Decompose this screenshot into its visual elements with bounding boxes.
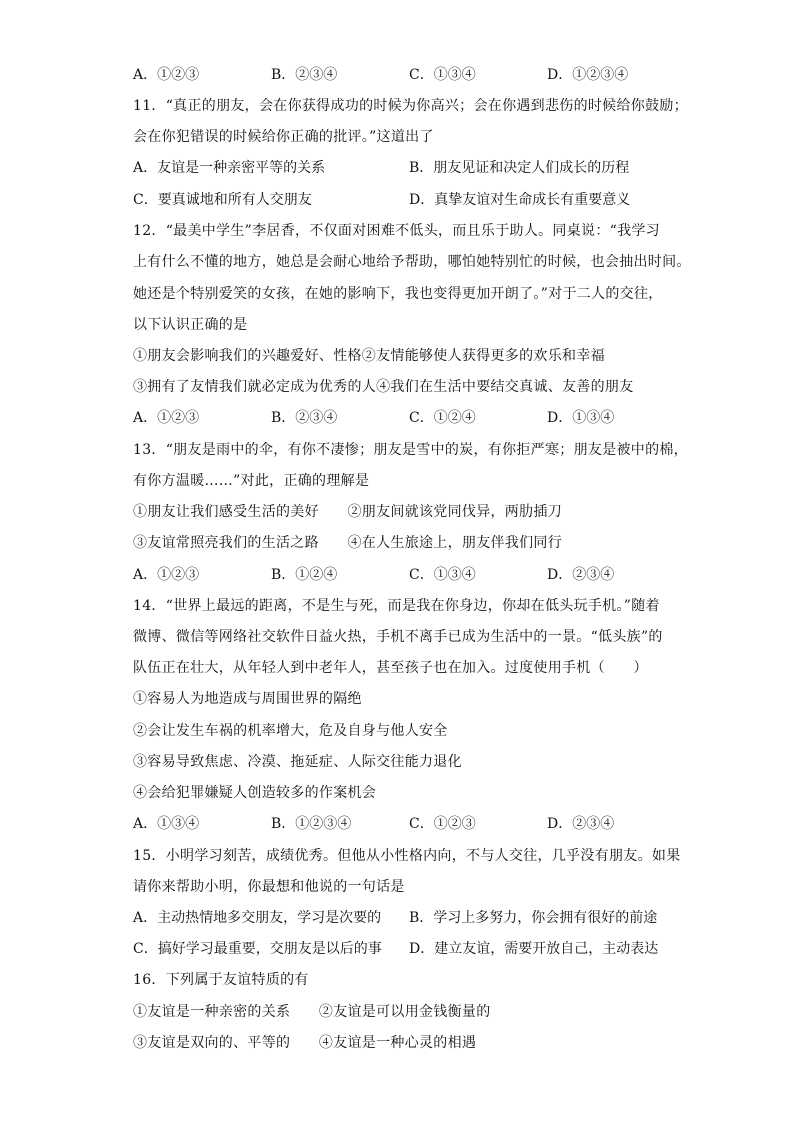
- q15-options-row: [133, 908, 693, 928]
- q14-options: [133, 814, 693, 834]
- q13-statement-line: ③友谊常照亮我们的生活之路 ④在人生旅途上，朋友伴我们同行: [133, 535, 562, 551]
- option-d: D．①②③④: [547, 67, 629, 83]
- option-c: C．搞好学习最重要，交朋友是以后的事: [133, 941, 382, 957]
- q14-statement-line: ①容易人为地造成与周围世界的隔绝: [133, 691, 362, 707]
- option-c: C．①②④: [409, 410, 476, 426]
- option-b: B．①②④: [271, 567, 338, 583]
- option-d: D．①③④: [547, 410, 615, 426]
- option-a: A．①②③: [133, 410, 200, 426]
- q14-statement-line: ④会给犯罪嫌疑人创造较多的作案机会: [133, 785, 377, 801]
- option-a: A．友谊是一种亲密平等的关系: [133, 160, 326, 176]
- q12-options: [133, 408, 693, 428]
- q16-statement-line: ③友谊是双向的、平等的 ④友谊是一种心灵的相遇: [133, 1035, 477, 1051]
- q12-statement-line: ①朋友会影响我们的兴趣爱好、性格②友情能够使人获得更多的欢乐和幸福: [133, 348, 605, 364]
- q15-options-row: [133, 939, 693, 959]
- option-b: B．②③④: [271, 410, 338, 426]
- q12-stem-line: 她还是个特别爱笑的女孩，在她的影响下，我也变得更加开朗了。”对于二人的交往，: [133, 286, 663, 302]
- q13-stem-line: 有你方温暖……”对此，正确的理解是: [133, 473, 370, 489]
- q12-stem-line: 以下认识正确的是: [133, 317, 248, 333]
- q14-statement-line: ②会让发生车祸的机率增大，危及自身与他人安全: [133, 723, 448, 739]
- option-a: A．①②③: [133, 567, 200, 583]
- q11-options-row: [133, 158, 693, 178]
- q15-stem-line: 15．小明学习刻苦，成绩优秀。但他从小性格内向，不与人交往，几乎没有朋友。如果: [133, 848, 681, 864]
- option-a: A．①②③: [133, 67, 200, 83]
- option-c: C．要真诚地和所有人交朋友: [133, 192, 312, 208]
- q11-stem-line: 会在你犯错误的时候给你正确的批评。”这道出了: [133, 129, 434, 145]
- option-a: A．①③④: [133, 816, 200, 832]
- option-d: D．②③④: [547, 567, 615, 583]
- option-b: B．②③④: [271, 67, 338, 83]
- q12-stem-line: 上有什么不懂的地方，她总是会耐心地给予帮助，哪怕她特别忙的时候，也会抽出时间。: [133, 254, 691, 270]
- q11-options-row: [133, 190, 693, 210]
- q12-stem-line: 12．“最美中学生”李居香，不仅面对困难不低头，而且乐于助人。同桌说：“我学习: [133, 223, 660, 239]
- q14-stem-line: 14．“世界上最远的距离，不是生与死，而是我在你身边，你却在低头玩手机。”随着: [133, 598, 660, 614]
- q16-stem-line: 16．下列属于友谊特质的有: [133, 972, 309, 988]
- option-b: B．学习上多努力，你会拥有很好的前途: [409, 910, 658, 926]
- q14-stem-line: 微博、微信等网络社交软件日益火热，手机不离手已成为生活中的一景。“低头族”的: [133, 629, 663, 645]
- q16-statement-line: ①友谊是一种亲密的关系 ②友谊是可以用金钱衡量的: [133, 1004, 491, 1020]
- option-d: D．真挚友谊对生命成长有重要意义: [409, 192, 631, 208]
- q14-stem-line: 队伍正在壮大，从年轻人到中老年人，甚至孩子也在加入。过度使用手机（ ）: [133, 660, 648, 676]
- option-c: C．①③④: [409, 567, 476, 583]
- q10-options: [133, 65, 693, 85]
- option-b: B．朋友见证和决定人们成长的历程: [409, 160, 630, 176]
- q13-options: [133, 565, 693, 585]
- q13-stem-line: 13．“朋友是雨中的伞，有你不凄惨；朋友是雪中的炭，有你拒严寒；朋友是被中的棉，: [133, 442, 688, 458]
- option-d: D．建立友谊，需要开放自己，主动表达: [409, 941, 659, 957]
- option-b: B．①②③④: [271, 816, 352, 832]
- q14-statement-line: ③容易导致焦虑、冷漠、拖延症、人际交往能力退化: [133, 754, 462, 770]
- q11-stem-line: 11．“真正的朋友，会在你获得成功的时候为你高兴；会在你遇到悲伤的时候给你鼓励；: [133, 98, 688, 114]
- option-c: C．①③④: [409, 67, 476, 83]
- q15-stem-line: 请你来帮助小明，你最想和他说的一句话是: [133, 879, 405, 895]
- option-c: C．①②③: [409, 816, 476, 832]
- option-a: A．主动热情地多交朋友，学习是次要的: [133, 910, 382, 926]
- option-d: D．②③④: [547, 816, 615, 832]
- q13-statement-line: ①朋友让我们感受生活的美好 ②朋友间就该党同伐异，两肋插刀: [133, 504, 562, 520]
- q12-statement-line: ③拥有了友情我们就必定成为优秀的人④我们在生活中要结交真诚、友善的朋友: [133, 379, 634, 395]
